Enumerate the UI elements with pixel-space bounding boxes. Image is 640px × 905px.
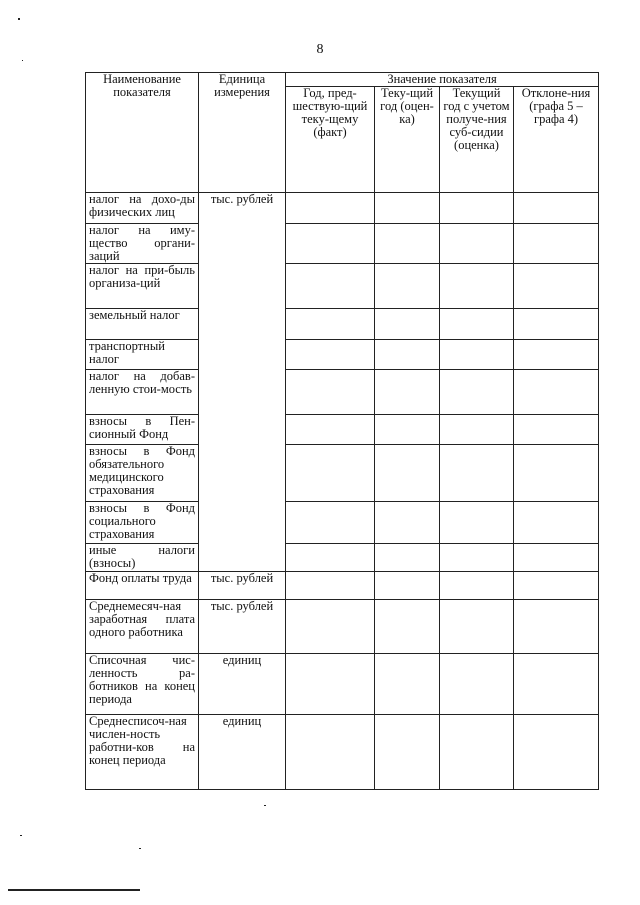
table-row [86,193,599,224]
value-cell [375,370,440,415]
value-cell [286,340,375,370]
value-cell [514,715,599,790]
unit-cell: тыс. рублей [199,193,286,572]
table-row [86,544,599,572]
value-cell [514,370,599,415]
value-cell [375,340,440,370]
indicator-name: Среднемесяч-ная заработная плата одного работника [86,600,199,654]
table-body [86,193,599,790]
value-cell [440,654,514,715]
value-cell [286,445,375,502]
value-cell [286,600,375,654]
table-row [86,370,599,415]
value-cell [286,654,375,715]
value-cell [440,502,514,544]
value-cell [375,193,440,224]
indicator-name: транспортный налог [86,340,199,370]
unit-cell: единиц [199,715,286,790]
value-cell [375,309,440,340]
value-cell [440,340,514,370]
value-cell [286,264,375,309]
value-cell [375,415,440,445]
value-cell [440,445,514,502]
value-cell [286,309,375,340]
table-row [86,715,599,790]
value-cell [514,340,599,370]
indicator-name: налог на добав-ленную стои-мость [86,370,199,415]
indicator-name: земельный налог [86,309,199,340]
header-deviation: Отклоне-ния (графа 5 – графа 4) [514,87,599,193]
value-cell [440,309,514,340]
indicator-name: Среднесписоч-ная числен-ность работни-ков на конец периода [86,715,199,790]
value-cell [286,544,375,572]
scan-mark-dot [264,805,266,806]
indicator-name: налог на дохо-ды физических лиц [86,193,199,224]
header-value-group: Значение показателя [286,73,599,87]
indicator-name: Фонд оплаты труда [86,572,199,600]
value-cell [514,654,599,715]
value-cell [286,193,375,224]
value-cell [440,572,514,600]
indicator-name: Списочная чис-ленность ра-ботников на конец периода [86,654,199,715]
table-row [86,309,599,340]
value-cell [375,224,440,264]
header-unit: Единица измерения [199,73,286,193]
unit-cell: тыс. рублей [199,572,286,600]
value-cell [375,502,440,544]
value-cell [440,715,514,790]
scan-mark-dot [22,60,23,61]
header-current-estimate: Теку-щий год (оцен-ка) [375,87,440,193]
value-cell [286,415,375,445]
indicator-name: взносы в Фонд социального страхования [86,502,199,544]
value-cell [440,193,514,224]
value-cell [514,193,599,224]
table-row [86,572,599,600]
value-cell [514,264,599,309]
table-row [86,502,599,544]
table-row [86,340,599,370]
value-cell [440,370,514,415]
table-row [86,415,599,445]
value-cell [375,572,440,600]
value-cell [286,502,375,544]
scan-mark-dot [20,835,22,836]
value-cell [514,572,599,600]
table-row [86,654,599,715]
value-cell [514,309,599,340]
header-prev-year: Год, пред-шествую-щий теку-щему (факт) [286,87,375,193]
indicator-table [85,72,599,790]
value-cell [514,600,599,654]
value-cell [514,415,599,445]
value-cell [375,445,440,502]
value-cell [375,715,440,790]
value-cell [286,572,375,600]
indicator-name: иные налоги (взносы) [86,544,199,572]
unit-cell: единиц [199,654,286,715]
indicator-name: налог на иму-щество органи-заций [86,224,199,264]
table-row [86,600,599,654]
value-cell [440,544,514,572]
value-cell [514,224,599,264]
value-cell [514,445,599,502]
value-cell [514,544,599,572]
value-cell [440,224,514,264]
scan-mark-dot [139,848,141,849]
value-cell [440,600,514,654]
scan-mark-line [8,889,140,891]
value-cell [375,264,440,309]
table-row [86,224,599,264]
indicator-name: взносы в Пен-сионный Фонд [86,415,199,445]
table-row [86,264,599,309]
header-name: Наименование показателя [86,73,199,193]
unit-cell: тыс. рублей [199,600,286,654]
page-number: 8 [316,42,324,57]
value-cell [440,264,514,309]
value-cell [286,224,375,264]
indicator-name: взносы в Фонд обязательного медицинского страхования [86,445,199,502]
value-cell [286,370,375,415]
value-cell [375,544,440,572]
indicator-name: налог на при-быль организа-ций [86,264,199,309]
scan-mark-dot [18,18,20,20]
value-cell [375,600,440,654]
table-row [86,445,599,502]
header-current-with-subsidy: Текущий год с учетом получе-ния суб-сидии (оценка) [440,87,514,193]
value-cell [286,715,375,790]
value-cell [375,654,440,715]
value-cell [514,502,599,544]
value-cell [440,415,514,445]
